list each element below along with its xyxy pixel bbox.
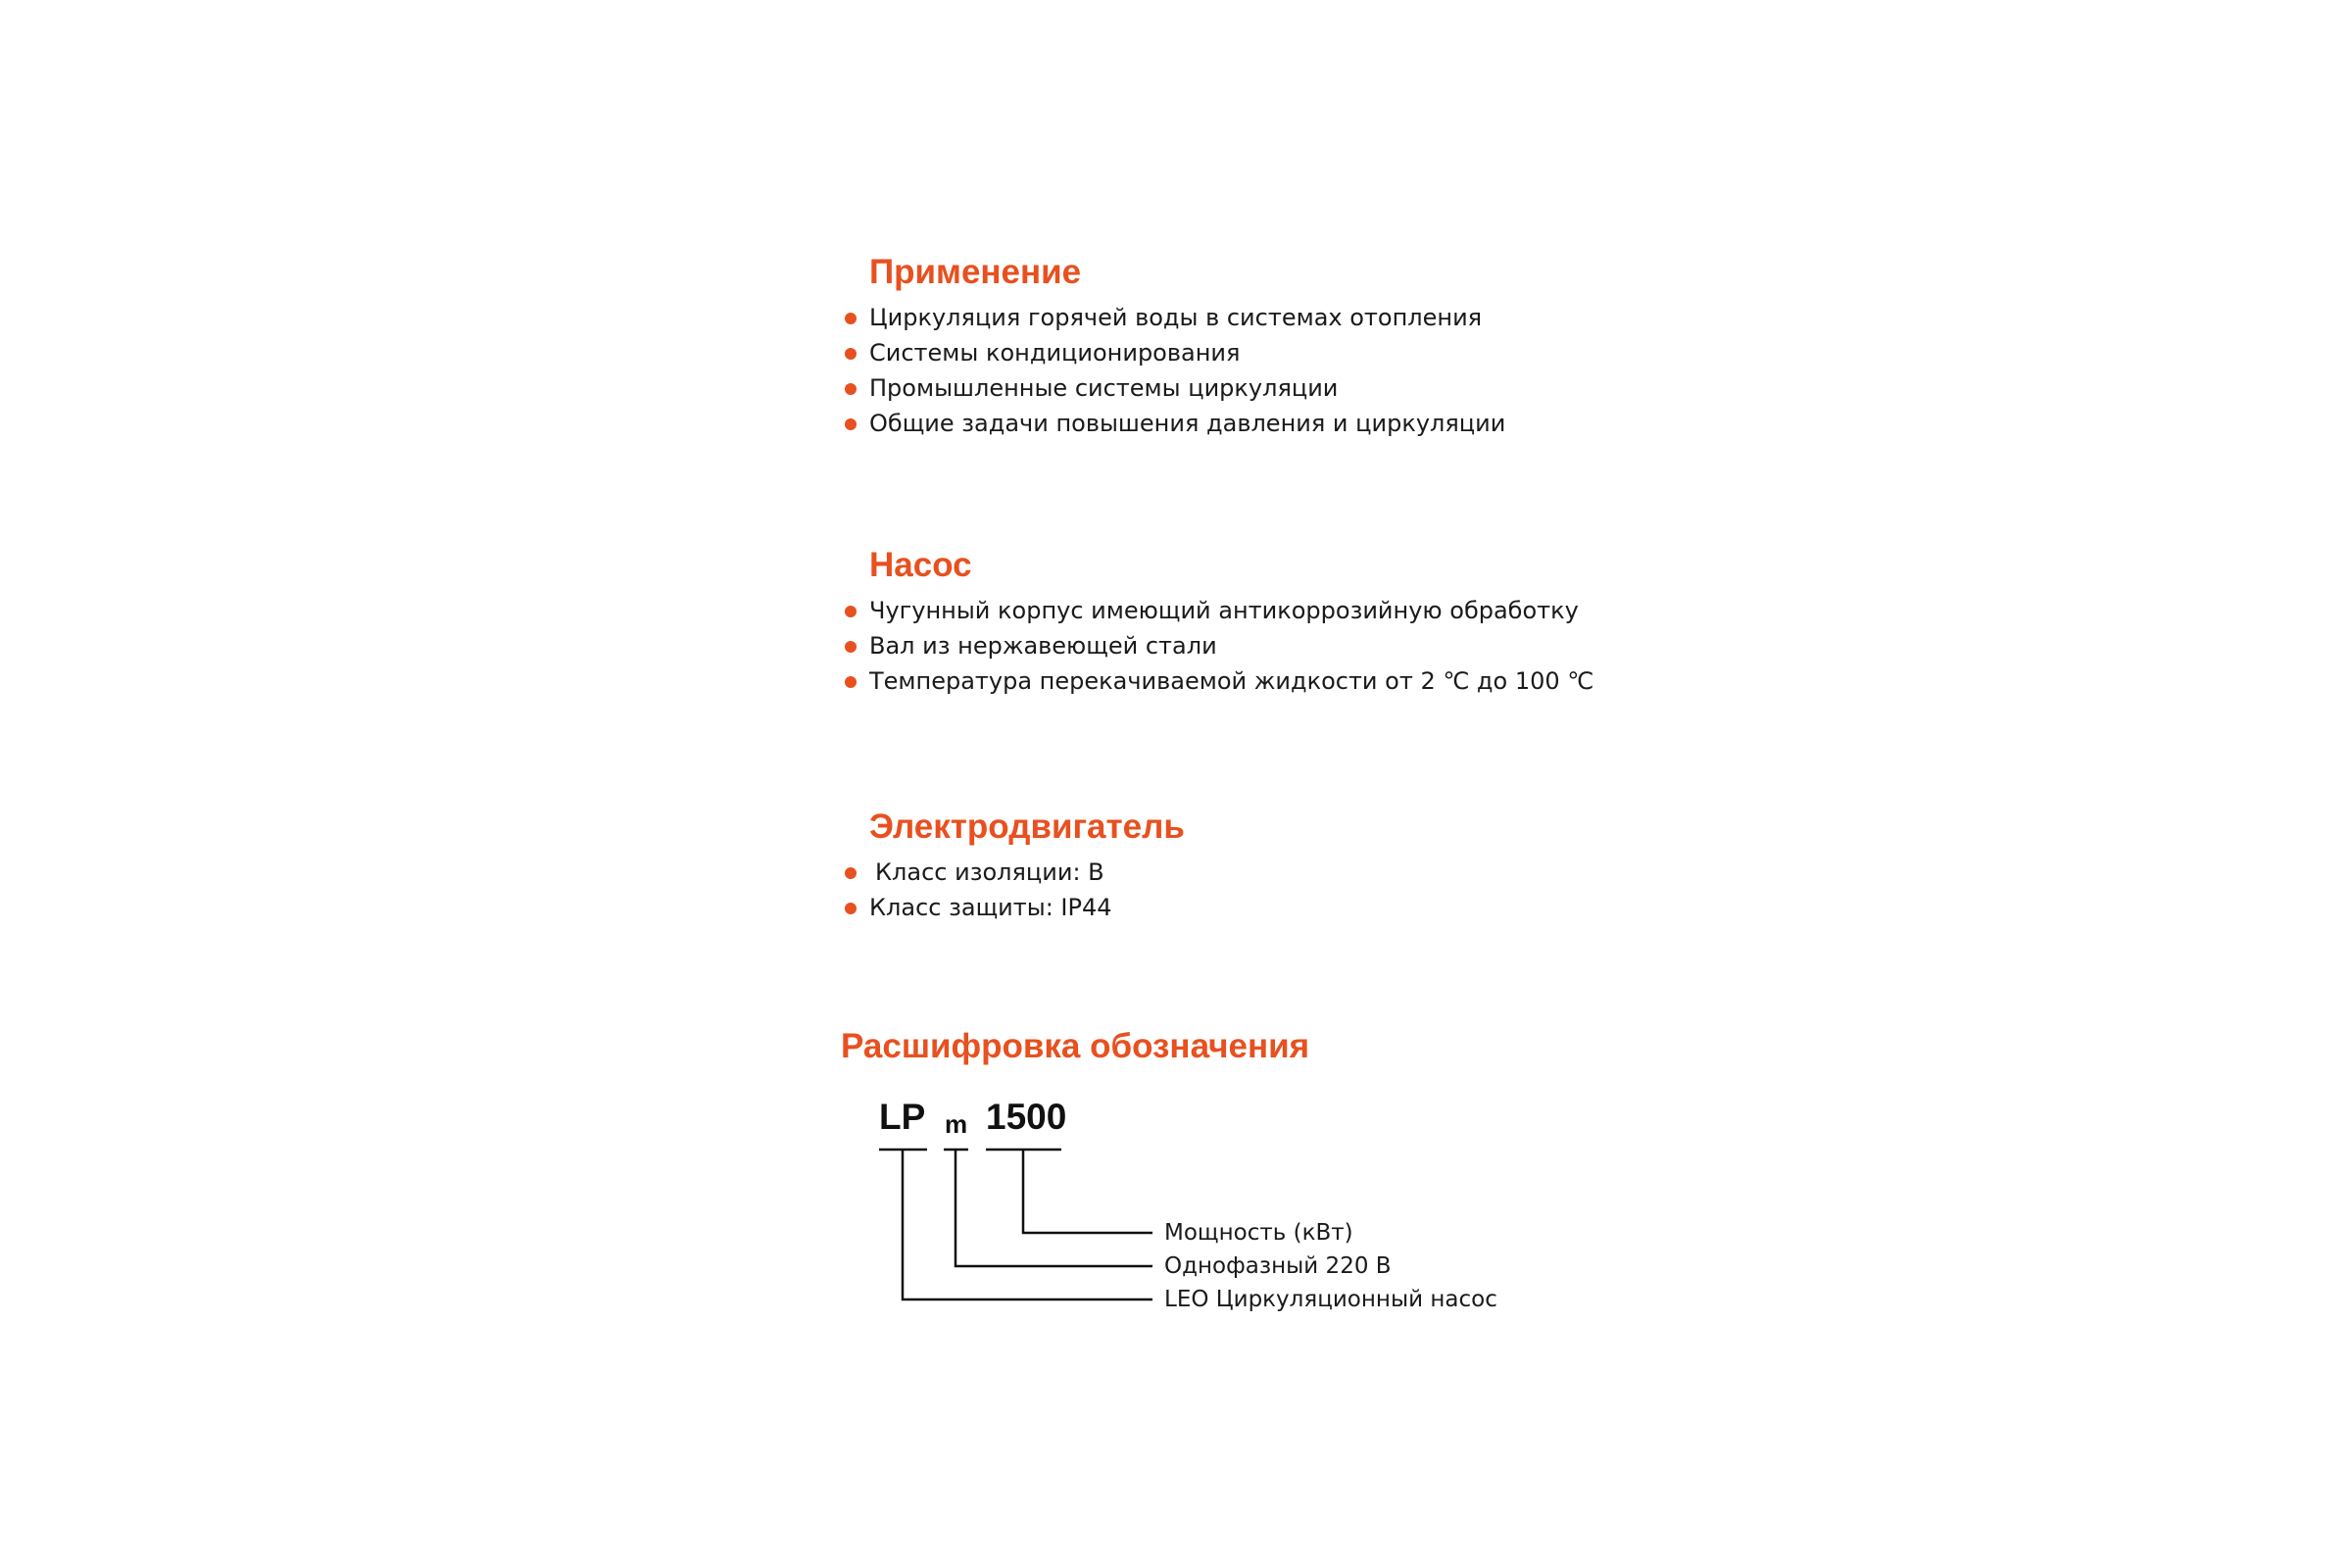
application-list	[841, 300, 1505, 441]
designation-heading: Расшифровка обозначения	[841, 1027, 1310, 1065]
application-section	[841, 251, 1505, 441]
legend-series: LEO Циркуляционный насос	[1164, 1287, 1497, 1312]
list-item: Системы кондиционирования	[841, 335, 1505, 370]
legend-phase: Однофазный 220 В	[1164, 1253, 1392, 1279]
bullet-dot-icon	[845, 867, 857, 879]
bullet-dot-icon	[845, 903, 857, 914]
list-item: Чугунный корпус имеющий антикоррозийную обработку	[841, 593, 1593, 628]
motor-section	[841, 806, 1185, 925]
bullet-dot-icon	[845, 641, 857, 653]
bullet-dot-icon	[845, 418, 857, 430]
list-item: Класс изоляции: B	[841, 855, 1185, 890]
code-phase: m	[945, 1109, 968, 1139]
bullet-dot-icon	[845, 348, 857, 360]
motor-heading: Электродвигатель	[869, 808, 1185, 846]
application-heading: Применение	[869, 253, 1082, 291]
list-item: Температура перекачиваемой жидкости от 2 ℃ до 100 ℃	[841, 663, 1593, 699]
bullet-dot-icon	[845, 676, 857, 688]
series-connector	[903, 1150, 1152, 1299]
pump-heading: Насос	[869, 546, 972, 584]
legend-power: Мощность (кВт)	[1164, 1220, 1353, 1246]
motor-list	[841, 855, 1185, 925]
list-item: Класс защиты: IP44	[841, 890, 1185, 925]
bullet-dot-icon	[845, 606, 857, 617]
list-item: Промышленные системы циркуляции	[841, 370, 1505, 406]
code-power: 1500	[986, 1097, 1067, 1137]
list-item: Общие задачи повышения давления и циркуляции	[841, 406, 1505, 441]
list-item: Циркуляция горячей воды в системах отопления	[841, 300, 1505, 335]
phase-connector	[956, 1150, 1152, 1266]
pump-list	[841, 593, 1593, 699]
designation-diagram	[841, 1096, 1527, 1331]
designation-section	[841, 1025, 1309, 1068]
code-prefix: LP	[879, 1097, 926, 1137]
bullet-dot-icon	[845, 383, 857, 395]
power-connector	[1023, 1150, 1152, 1233]
list-item: Вал из нержавеющей стали	[841, 628, 1593, 663]
bullet-dot-icon	[845, 313, 857, 324]
pump-section	[841, 544, 1593, 699]
